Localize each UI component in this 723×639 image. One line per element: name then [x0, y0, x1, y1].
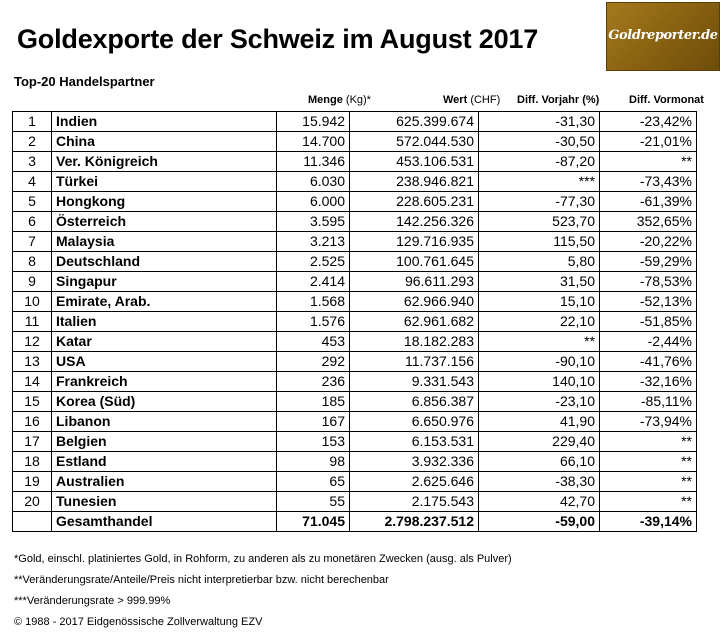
table-row — [13, 212, 697, 232]
vormonat-cell: -73,43% — [600, 172, 697, 192]
country-cell: Singapur — [52, 272, 277, 292]
header-menge-unit: (Kg)* — [345, 94, 371, 106]
vormonat-cell: -73,94% — [600, 412, 697, 432]
vorjahr-cell: 66,10 — [479, 452, 600, 472]
rank-cell: 16 — [13, 412, 52, 432]
country-cell: Emirate, Arab. — [52, 292, 277, 312]
vormonat-cell: -20,22% — [600, 232, 697, 252]
total-row — [13, 512, 697, 532]
vormonat-cell: -61,39% — [600, 192, 697, 212]
rank-cell: 19 — [13, 472, 52, 492]
wert-cell: 228.605.231 — [350, 192, 479, 212]
table-row — [13, 112, 697, 132]
rank-cell: 4 — [13, 172, 52, 192]
vorjahr-cell: 41,90 — [479, 412, 600, 432]
table-row — [13, 412, 697, 432]
vorjahr-cell: -30,50 — [479, 132, 600, 152]
rank-cell: 9 — [13, 272, 52, 292]
header-wert-unit: (CHF) — [470, 94, 501, 106]
table-row — [13, 392, 697, 412]
rank-cell: 1 — [13, 112, 52, 132]
menge-cell: 1.568 — [277, 292, 350, 312]
country-cell: Libanon — [52, 412, 277, 432]
vorjahr-cell: 140,10 — [479, 372, 600, 392]
rank-cell: 14 — [13, 372, 52, 392]
table-row — [13, 232, 697, 252]
rank-cell: 15 — [13, 392, 52, 412]
country-cell: Tunesien — [52, 492, 277, 512]
wert-cell: 100.761.645 — [350, 252, 479, 272]
table-row — [13, 132, 697, 152]
total-rank-cell — [13, 512, 52, 532]
country-cell: Malaysia — [52, 232, 277, 252]
vorjahr-cell: 115,50 — [479, 232, 600, 252]
menge-cell: 3.595 — [277, 212, 350, 232]
wert-cell: 96.611.293 — [350, 272, 479, 292]
country-cell: China — [52, 132, 277, 152]
rank-cell: 17 — [13, 432, 52, 452]
total-menge-cell: 71.045 — [277, 512, 350, 532]
country-cell: Estland — [52, 452, 277, 472]
rank-cell: 5 — [13, 192, 52, 212]
table-row — [13, 192, 697, 212]
menge-cell: 453 — [277, 332, 350, 352]
table-row — [13, 332, 697, 352]
menge-cell: 14.700 — [277, 132, 350, 152]
footnote-2: **Veränderungsrate/Anteile/Preis nicht interpretierbar bzw. nicht berechenbar — [14, 574, 389, 586]
menge-cell: 153 — [277, 432, 350, 452]
table-row — [13, 472, 697, 492]
country-cell: Italien — [52, 312, 277, 332]
table-row — [13, 352, 697, 372]
vorjahr-cell: -77,30 — [479, 192, 600, 212]
wert-cell: 62.966.940 — [350, 292, 479, 312]
rank-cell: 11 — [13, 312, 52, 332]
rank-cell: 13 — [13, 352, 52, 372]
vorjahr-cell: ** — [479, 332, 600, 352]
wert-cell: 6.856.387 — [350, 392, 479, 412]
menge-cell: 98 — [277, 452, 350, 472]
goldreporter-logo — [606, 2, 720, 71]
vorjahr-cell: 523,70 — [479, 212, 600, 232]
wert-cell: 9.331.543 — [350, 372, 479, 392]
vorjahr-cell: 5,80 — [479, 252, 600, 272]
vorjahr-cell: -38,30 — [479, 472, 600, 492]
country-cell: Türkei — [52, 172, 277, 192]
header-wert — [443, 94, 500, 106]
header-wert-label: Wert — [443, 94, 468, 106]
country-cell: USA — [52, 352, 277, 372]
vorjahr-cell: -23,10 — [479, 392, 600, 412]
menge-cell: 15.942 — [277, 112, 350, 132]
table-body — [13, 112, 697, 532]
rank-cell: 2 — [13, 132, 52, 152]
country-cell: Belgien — [52, 432, 277, 452]
vorjahr-cell: 15,10 — [479, 292, 600, 312]
wert-cell: 142.256.326 — [350, 212, 479, 232]
rank-cell: 12 — [13, 332, 52, 352]
wert-cell: 2.175.543 — [350, 492, 479, 512]
vorjahr-cell: 42,70 — [479, 492, 600, 512]
wert-cell: 18.182.283 — [350, 332, 479, 352]
menge-cell: 11.346 — [277, 152, 350, 172]
total-label-cell: Gesamthandel — [52, 512, 277, 532]
vorjahr-cell: *** — [479, 172, 600, 192]
wert-cell: 129.716.935 — [350, 232, 479, 252]
vormonat-cell: 352,65% — [600, 212, 697, 232]
vormonat-cell: -2,44% — [600, 332, 697, 352]
country-cell: Korea (Süd) — [52, 392, 277, 412]
vormonat-cell: -85,11% — [600, 392, 697, 412]
country-cell: Ver. Königreich — [52, 152, 277, 172]
copyright-notice: © 1988 - 2017 Eidgenössische Zollverwaltung EZV — [14, 616, 263, 628]
vorjahr-cell: -87,20 — [479, 152, 600, 172]
header-vormonat-label: Diff. Vormonat — [629, 94, 704, 106]
menge-cell: 6.030 — [277, 172, 350, 192]
table-row — [13, 312, 697, 332]
menge-cell: 6.000 — [277, 192, 350, 212]
table-subtitle: Top-20 Handelspartner — [14, 74, 155, 89]
footnote-3: ***Veränderungsrate > 999.99% — [14, 595, 171, 607]
country-cell: Österreich — [52, 212, 277, 232]
header-menge-label: Menge — [308, 94, 343, 106]
header-vorjahr-label: Diff. Vorjahr (%) — [517, 94, 600, 106]
menge-cell: 185 — [277, 392, 350, 412]
rank-cell: 7 — [13, 232, 52, 252]
menge-cell: 2.525 — [277, 252, 350, 272]
vorjahr-cell: 31,50 — [479, 272, 600, 292]
vormonat-cell: -21,01% — [600, 132, 697, 152]
table-row — [13, 432, 697, 452]
table-row — [13, 272, 697, 292]
table-row — [13, 252, 697, 272]
table-row — [13, 492, 697, 512]
menge-cell: 55 — [277, 492, 350, 512]
country-cell: Deutschland — [52, 252, 277, 272]
rank-cell: 8 — [13, 252, 52, 272]
footnote-1: *Gold, einschl. platiniertes Gold, in Rohform, zu anderen als zu monetären Zwecken (ausg. als Pulver) — [14, 553, 512, 565]
rank-cell: 18 — [13, 452, 52, 472]
country-cell: Hongkong — [52, 192, 277, 212]
menge-cell: 1.576 — [277, 312, 350, 332]
vormonat-cell: ** — [600, 432, 697, 452]
menge-cell: 3.213 — [277, 232, 350, 252]
wert-cell: 6.650.976 — [350, 412, 479, 432]
country-cell: Indien — [52, 112, 277, 132]
wert-cell: 62.961.682 — [350, 312, 479, 332]
menge-cell: 65 — [277, 472, 350, 492]
logo-text: Goldreporter.de — [608, 28, 718, 43]
wert-cell: 238.946.821 — [350, 172, 479, 192]
wert-cell: 6.153.531 — [350, 432, 479, 452]
table-row — [13, 152, 697, 172]
vormonat-cell: ** — [600, 492, 697, 512]
wert-cell: 11.737.156 — [350, 352, 479, 372]
vormonat-cell: ** — [600, 472, 697, 492]
country-cell: Australien — [52, 472, 277, 492]
vormonat-cell: -23,42% — [600, 112, 697, 132]
header-menge — [308, 94, 371, 106]
vormonat-cell: -52,13% — [600, 292, 697, 312]
table-row — [13, 172, 697, 192]
table-row — [13, 452, 697, 472]
rank-cell: 3 — [13, 152, 52, 172]
vormonat-cell: -59,29% — [600, 252, 697, 272]
menge-cell: 2.414 — [277, 272, 350, 292]
country-cell: Katar — [52, 332, 277, 352]
vorjahr-cell: -31,30 — [479, 112, 600, 132]
menge-cell: 236 — [277, 372, 350, 392]
vormonat-cell: -51,85% — [600, 312, 697, 332]
trade-partners-table — [12, 111, 697, 532]
header-vormonat — [629, 94, 704, 106]
vormonat-cell: -32,16% — [600, 372, 697, 392]
total-vorjahr-cell: -59,00 — [479, 512, 600, 532]
wert-cell: 453.106.531 — [350, 152, 479, 172]
vormonat-cell: ** — [600, 152, 697, 172]
wert-cell: 625.399.674 — [350, 112, 479, 132]
vormonat-cell: -41,76% — [600, 352, 697, 372]
vormonat-cell: ** — [600, 452, 697, 472]
wert-cell: 2.625.646 — [350, 472, 479, 492]
wert-cell: 572.044.530 — [350, 132, 479, 152]
table-row — [13, 292, 697, 312]
country-cell: Frankreich — [52, 372, 277, 392]
total-vormonat-cell: -39,14% — [600, 512, 697, 532]
vorjahr-cell: 22,10 — [479, 312, 600, 332]
rank-cell: 10 — [13, 292, 52, 312]
vormonat-cell: -78,53% — [600, 272, 697, 292]
rank-cell: 20 — [13, 492, 52, 512]
vorjahr-cell: -90,10 — [479, 352, 600, 372]
table-row — [13, 372, 697, 392]
wert-cell: 3.932.336 — [350, 452, 479, 472]
header-vorjahr — [517, 94, 599, 106]
vorjahr-cell: 229,40 — [479, 432, 600, 452]
menge-cell: 167 — [277, 412, 350, 432]
page-title: Goldexporte der Schweiz im August 2017 — [17, 24, 539, 54]
menge-cell: 292 — [277, 352, 350, 372]
rank-cell: 6 — [13, 212, 52, 232]
total-wert-cell: 2.798.237.512 — [350, 512, 479, 532]
